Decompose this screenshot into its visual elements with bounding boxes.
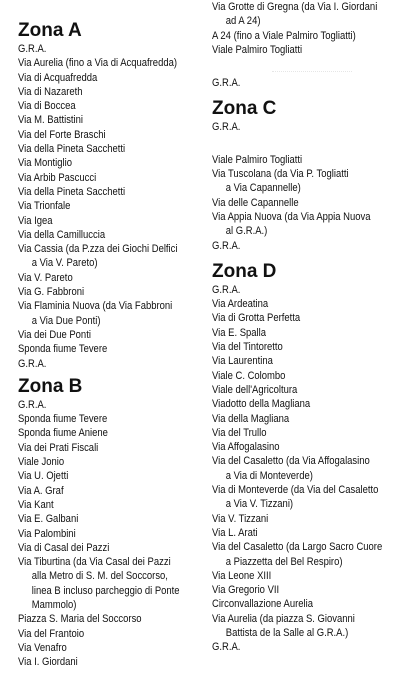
list-item: Via del Forte Braschi — [18, 128, 106, 141]
list-item-continuation: a Via di Monteverde) — [225, 469, 313, 482]
list-item: G.R.A. — [212, 283, 241, 296]
list-item: Via A. Graf — [18, 484, 64, 497]
list-item: Via Kant — [18, 498, 54, 511]
list-item: G.R.A. — [18, 357, 47, 370]
list-item: Via Aurelia (fino a Via di Acquafredda) — [18, 57, 178, 70]
list-item: Via V. Tizzani — [212, 512, 269, 525]
zona-d-list — [212, 283, 398, 655]
list-item: Via Leone XIII — [212, 569, 272, 582]
zona-c-list — [212, 120, 398, 134]
list-item: Piazza S. Maria del Soccorso — [18, 613, 142, 626]
list-item: Via E. Spalla — [212, 326, 267, 339]
list-item: Viale Palmiro Togliatti — [212, 153, 303, 166]
list-item: Via del Casaletto (da Largo Sacro Cuore — [212, 541, 383, 554]
list-item: Via della Magliana — [212, 412, 290, 425]
list-item: Via Flaminia Nuova (da Via Fabbroni — [18, 300, 173, 313]
list-item: Via G. Fabbroni — [18, 286, 85, 299]
zona-c-list-continued — [212, 153, 398, 253]
list-item: Via di Boccea — [18, 100, 76, 113]
zona-b-title: Zona B — [18, 375, 83, 397]
list-item-continuation: ad A 24) — [225, 15, 261, 28]
right-column — [212, 0, 398, 655]
list-item: Via U. Ojetti — [18, 470, 69, 483]
list-item: Via dei Due Ponti — [18, 328, 91, 341]
zona-b-end-list — [212, 76, 398, 90]
list-item-continuation: a Via V. Pareto) — [31, 257, 98, 270]
zona-a-list — [18, 42, 208, 371]
list-item: G.R.A. — [18, 398, 47, 411]
list-item: Via Appia Nuova (da Via Appia Nuova — [212, 210, 371, 223]
list-item: Via del Trullo — [212, 426, 267, 439]
list-item: Via Venafro — [18, 641, 67, 654]
spacer — [212, 135, 398, 153]
list-item: Via di Nazareth — [18, 85, 83, 98]
list-item: Viale C. Colombo — [212, 369, 286, 382]
list-item: Via Grotte di Gregna (da Via I. Giordani — [212, 1, 378, 13]
list-item: Via di Acquafredda — [18, 71, 98, 84]
list-item: Via di Grotta Perfetta — [212, 312, 301, 325]
list-item: Via del Casaletto (da Via Affogalasino — [212, 455, 370, 468]
list-item: Circonvallazione Aurelia — [212, 598, 313, 611]
list-item: Via M. Battistini — [18, 114, 84, 127]
zona-b-continued-list — [212, 0, 398, 57]
list-item: G.R.A. — [18, 43, 47, 55]
list-item: Viadotto della Magliana — [212, 398, 311, 411]
list-item: Via Aurelia (da piazza S. Giovanni — [212, 612, 355, 625]
list-item: Via L. Arati — [212, 526, 258, 539]
list-item: G.R.A. — [212, 77, 241, 90]
list-item: Via della Pineta Sacchetti — [18, 185, 126, 198]
list-item: Via Ardeatina — [212, 298, 269, 311]
list-item: Via Affogalasino — [212, 441, 280, 454]
list-item-continuation: al G.R.A.) — [225, 225, 268, 238]
list-item: Via V. Pareto — [18, 271, 73, 284]
list-item-continuation: a Via Capannelle) — [225, 182, 301, 195]
list-item: Via Tuscolana (da Via P. Togliatti — [212, 168, 349, 181]
list-item: Via Cassia (da P.zza dei Giochi Delfici — [18, 243, 178, 256]
list-item: Via di Casal dei Pazzi — [18, 541, 110, 554]
zona-d-title: Zona D — [212, 260, 277, 282]
list-item-continuation: a Piazzetta del Bel Respiro) — [225, 555, 343, 568]
list-item: Via I. Giordani — [18, 656, 78, 669]
list-item: Via Montiglio — [18, 157, 72, 170]
list-item: Via Gregorio VII — [212, 584, 280, 597]
list-item: Via E. Galbani — [18, 513, 79, 526]
list-item: Via delle Capannelle — [212, 196, 299, 209]
list-item: G.R.A. — [212, 239, 241, 252]
list-item: Via Igea — [18, 214, 53, 227]
list-item: Via Laurentina — [212, 355, 273, 368]
list-item: Via del Tintoretto — [212, 341, 283, 354]
list-item: G.R.A. — [212, 121, 241, 134]
list-item: Viale Palmiro Togliatti — [212, 43, 303, 56]
list-item: Via della Pineta Sacchetti — [18, 143, 126, 156]
list-item: Viale dell'Agricoltura — [212, 383, 298, 396]
list-item-continuation: a Via Due Ponti) — [31, 314, 101, 327]
list-item: Via Trionfale — [18, 200, 71, 213]
zona-a-title: Zona A — [18, 20, 82, 41]
list-item: Viale Jonio — [18, 456, 65, 469]
dotted-separator — [272, 57, 352, 72]
list-item: Via Palombini — [18, 527, 76, 540]
list-item-continuation: Battista de la Salle al G.R.A.) — [225, 626, 349, 639]
list-item-continuation: alla Metro di S. M. del Soccorso, — [31, 570, 168, 583]
list-item-continuation: linea B incluso parcheggio di Ponte — [31, 584, 180, 597]
list-item: G.R.A. — [212, 641, 241, 654]
list-item: Via della Camilluccia — [18, 228, 106, 241]
list-item-continuation: a Via V. Tizzani) — [225, 498, 294, 511]
list-item: Sponda fiume Tevere — [18, 413, 108, 426]
list-item: Via Tiburtina (da Via Casal dei Pazzi — [18, 556, 171, 569]
list-item-continuation: Mammolo) — [31, 598, 77, 611]
zona-c-title: Zona C — [212, 98, 277, 120]
list-item: Sponda fiume Tevere — [18, 343, 108, 356]
list-item: A 24 (fino a Viale Palmiro Togliatti) — [212, 29, 356, 42]
list-item: Via dei Prati Fiscali — [18, 441, 99, 454]
list-item: Via Arbib Pascucci — [18, 171, 97, 184]
left-column — [18, 0, 208, 669]
list-item: Sponda fiume Aniene — [18, 427, 108, 440]
list-item: Via del Frantoio — [18, 627, 85, 640]
zona-b-list — [18, 398, 208, 670]
list-item: Via di Monteverde (da Via del Casaletto — [212, 484, 379, 497]
